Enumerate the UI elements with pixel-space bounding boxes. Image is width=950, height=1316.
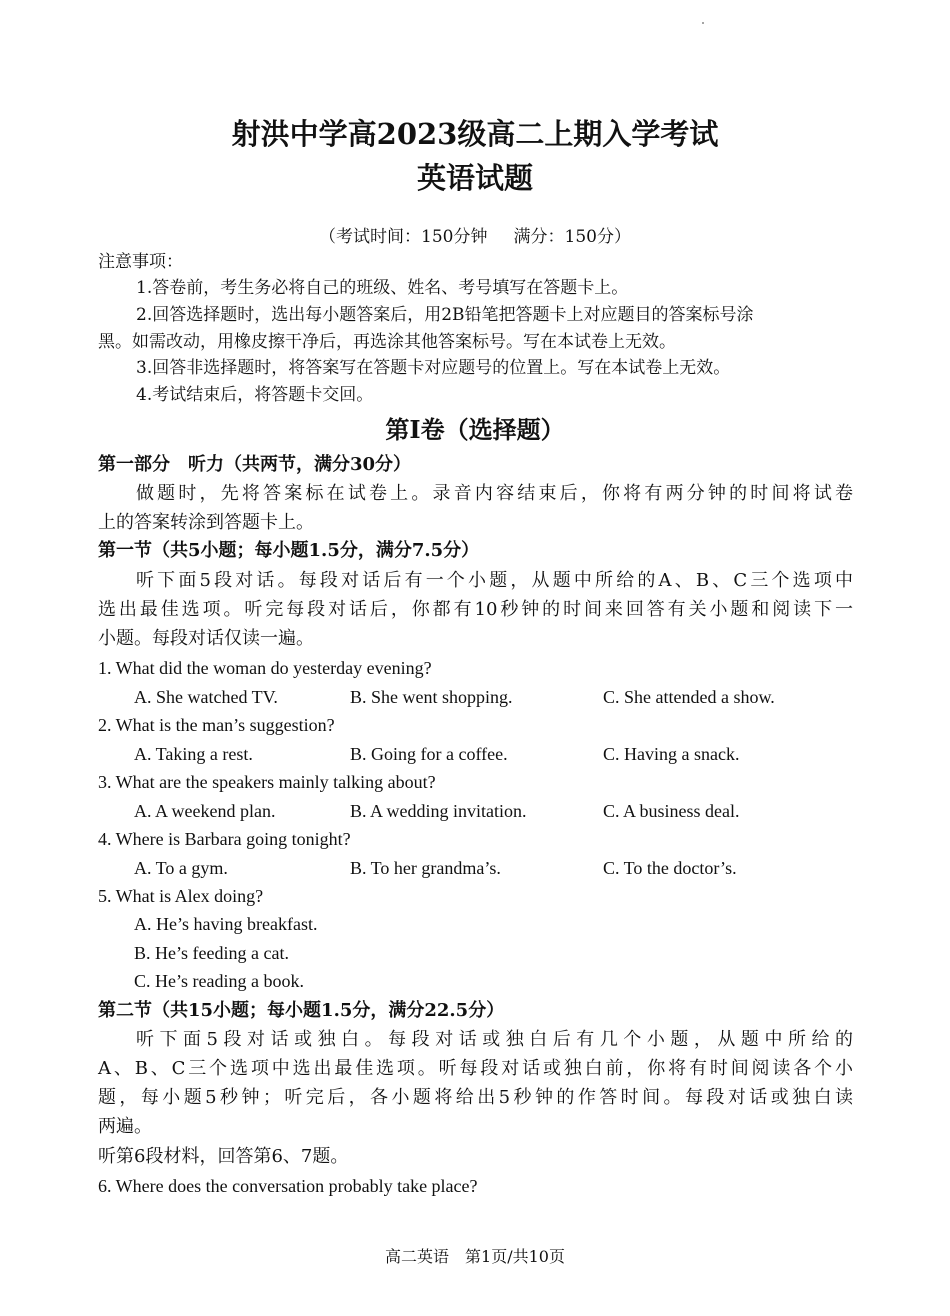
question-1-option-a: A. She watched TV.: [134, 687, 278, 707]
question-5-option-a: A. He’s having breakfast.: [134, 914, 318, 934]
notice-item-3: 3.回答非选择题时，将答案写在答题卡对应题号的位置上。写在本试卷上无效。: [136, 358, 731, 378]
section2-intro-b: A、B、C三个选项中选出最佳选项。听每段对话或独白前，你将有时间阅读各个小: [98, 1058, 853, 1079]
question-2-option-b: B. Going for a coffee.: [350, 744, 508, 764]
question-3-option-b: B. A wedding invitation.: [350, 801, 527, 821]
question-1-option-b: B. She went shopping.: [350, 687, 513, 707]
notice-item-2a: 2.回答选择题时，选出每小题答案后，用2B铅笔把答题卡上对应题目的答案标号涂: [136, 305, 754, 325]
exam-time: （考试时间：150分钟: [319, 227, 488, 247]
scan-speck: [702, 22, 704, 24]
notice-item-2b: 黑。如需改动，用橡皮擦干净后，再选涂其他答案标号。写在本试卷上无效。: [98, 332, 676, 352]
section1-intro-c: 小题。每段对话仅读一遍。: [98, 628, 314, 649]
question-5-option-c: C. He’s reading a book.: [134, 971, 304, 991]
exam-score: 满分：150分）: [513, 227, 631, 247]
notice-item-1: 1.答卷前，考生务必将自己的班级、姓名、考号填写在答题卡上。: [136, 278, 629, 298]
question-3-option-a: A. A weekend plan.: [134, 801, 276, 821]
question-4-option-a: A. To a gym.: [134, 858, 228, 878]
question-1-option-c: C. She attended a show.: [603, 687, 775, 707]
question-2-option-a: A. Taking a rest.: [134, 744, 253, 764]
section2-intro-c: 题，每小题5秒钟；听完后，各小题将给出5秒钟的作答时间。每段对话或独白读: [98, 1087, 853, 1108]
question-4-stem: 4. Where is Barbara going tonight?: [98, 829, 351, 849]
question-1-stem: 1. What did the woman do yesterday evening?: [98, 658, 432, 678]
question-5-option-b: B. He’s feeding a cat.: [134, 943, 289, 963]
section1-intro-a: 听下面5段对话。每段对话后有一个小题，从题中所给的A、B、C三个选项中: [136, 570, 853, 591]
part1-intro-b: 上的答案转涂到答题卡上。: [98, 512, 314, 533]
question-2-option-c: C. Having a snack.: [603, 744, 740, 764]
question-4-option-c: C. To the doctor’s.: [603, 858, 737, 878]
section2-intro-a: 听下面5段对话或独白。每段对话或独白后有几个小题，从题中所给的: [136, 1029, 853, 1050]
question-6-stem: 6. Where does the conversation probably take place?: [98, 1176, 478, 1196]
material-6-instruction: 听第6段材料，回答第6、7题。: [98, 1146, 349, 1167]
notice-heading: 注意事项：: [98, 252, 183, 272]
exam-meta: [0, 222, 950, 247]
part1-heading: 第一部分 听力（共两节，满分30分）: [98, 454, 412, 475]
section1-heading: 第一节（共5小题；每小题1.5分，满分7.5分）: [98, 540, 480, 561]
question-3-stem: 3. What are the speakers mainly talking about?: [98, 772, 436, 792]
notice-item-4: 4.考试结束后，将答题卡交回。: [136, 385, 374, 405]
page-footer: 高二英语 第1页/共10页: [385, 1247, 565, 1266]
question-2-stem: 2. What is the man’s suggestion?: [98, 715, 335, 735]
section1-intro-b: 选出最佳选项。听完每段对话后，你都有10秒钟的时间来回答有关小题和阅读下一: [98, 599, 853, 620]
volume-title: 第I卷（选择题）: [385, 415, 565, 444]
exam-title: 射洪中学高2023级高二上期入学考试: [231, 117, 719, 151]
section2-intro-d: 两遍。: [98, 1116, 152, 1137]
section2-heading: 第二节（共15小题；每小题1.5分，满分22.5分）: [98, 1000, 505, 1021]
question-4-option-b: B. To her grandma’s.: [350, 858, 501, 878]
question-5-stem: 5. What is Alex doing?: [98, 886, 264, 906]
question-3-option-c: C. A business deal.: [603, 801, 740, 821]
exam-subject-title: 英语试题: [416, 161, 533, 195]
part1-intro-a: 做题时，先将答案标在试卷上。录音内容结束后，你将有两分钟的时间将试卷: [136, 483, 853, 504]
